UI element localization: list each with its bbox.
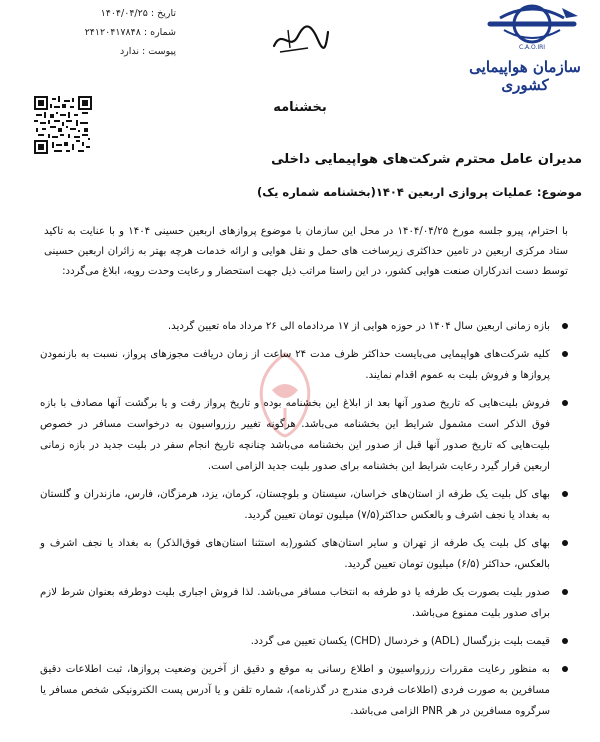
bullet-icon: [562, 400, 568, 406]
bullet-icon: [562, 589, 568, 595]
bullet-icon: [562, 540, 568, 546]
list-item-text: بهای کل بلیت یک طرفه از تهران و سایر استان‌های کشور(به استثنا استان‌های فوق‌الذکر) به بغداد یا نجف اشرف و بالعکس، حداکثر (۶/۵) میلیون تومان تعیین گردید.: [40, 538, 550, 570]
bullet-icon: [562, 666, 568, 672]
list-item-text: کلیه شرکت‌های هواپیمایی می‌بایست حداکثر ظرف مدت ۲۴ ساعت از زمان دریافت مجوزهای پرواز، نسبت به بازنمودن پروازها و فروش بلیت به عموم اقدام نمایند.: [40, 349, 551, 381]
signature-mark: [268, 18, 332, 58]
list-item-text: قیمت بلیت بزرگسال (ADL) و خردسال (CHD) یکسان تعیین می گردد.: [250, 636, 550, 647]
list-item-text: فروش بلیت‌هایی که تاریخ صدور آنها بعد از ابلاغ این بخشنامه بوده و تاریخ پرواز رفت و یا برگشت آنها مصادف با بازه فوق الذکر است مشمول شرایط این بخشنامه می‌باشد. هرگونه تغییر رزرواسیون به درخواست مسافر در خصوص بلیت‌هایی که تاریخ صدور آنها قبل از صدور این بخشنامه می‌باشد چنانچه تاریخ انجام سفر در بلیت جدید در بازه زمانی اربعین قرار گیرد رعایت شرایط این بخشنامه برای صدور بلیت جدید الزامی است.: [40, 398, 550, 472]
list-item: [40, 659, 572, 722]
list-item-text: بازه زمانی اربعین سال ۱۴۰۴ در حوزه هوایی از ۱۷ مردادماه الی ۲۶ مرداد ماه تعیین گردید.: [167, 321, 550, 332]
org-name: سازمان هواپیمایی کشوری: [469, 58, 581, 94]
list-item-text: به منظور رعایت مقررات رزرواسیون و اطلاع رسانی به موقع و دقیق از آخرین وضعیت پروازها، ثبت اطلاعات دقیق مسافرین به صورت فردی (اطلاعات فردی مندرج در گذرنامه)، شماره تلفن و یا آدرس پست الکترونیکی شخص مسافر یا سرگروه مسافرین در هر PNR الزامی می‌باشد.: [40, 664, 550, 717]
bullet-icon: [562, 638, 568, 644]
list-item: [40, 316, 572, 337]
list-item: [40, 631, 572, 652]
bullet-icon: [562, 491, 568, 497]
list-item: [40, 393, 572, 477]
list-item-text: بهای کل بلیت یک طرفه از استان‌های خراسان، سیستان و بلوچستان، کرمان، یزد، هرمزگان، فارس، مازندران و گلستان به بغداد یا نجف اشرف و بالعکس حداکثر(۷/۵) میلیون تومان تعیین گردید.: [40, 489, 550, 521]
subject-line: موضوع: عملیات پروازی اربعین ۱۴۰۴(بخشنامه شماره یک): [257, 185, 582, 199]
letter-meta: [26, 4, 176, 61]
addressee: مدیران عامل محترم شرکت‌های هواپیمایی داخلی: [271, 152, 582, 167]
list-item: [40, 582, 572, 624]
list-item-text: صدور بلیت بصورت یک طرفه یا دو طرفه به انتخاب مسافر می‌باشد. لذا فروش اجباری بلیت دوطرفه بعنوان شرط لازم برای صدور بلیت ممنوع می‌باشد.: [40, 587, 550, 619]
list-item: [40, 484, 572, 526]
list-item: [40, 533, 572, 575]
cao-logo-icon: [470, 2, 590, 52]
intro-paragraph: با احترام، پیرو جلسه مورخ ۱۴۰۴/۰۴/۲۵ در محل این سازمان با موضوع پروازهای اربعین حسینی ۱۴۰۴ و با عنایت به تاکید ستاد مرکزی اربعین در تامین حداکثری زیرساخت های حمل و نقل هوایی و ارائه خدمات هرچه بهتر به زائران اربعین حسینی توسط دست اندرکاران صنعت هوایی کشور، در این راستا مراتب ذیل جهت استحضار و رعایت وحدت رویه، ابلاغ می‌گردد:: [44, 226, 568, 277]
list-item: [40, 344, 572, 386]
document-type: بخشنامه: [273, 100, 327, 115]
bullet-icon: [562, 323, 568, 329]
number-label: شماره : ۲۴۱۲۰۴۱۷۸۴۸: [84, 27, 176, 38]
provisions-list: [40, 316, 572, 729]
qr-code: [34, 96, 92, 154]
date-label: تاریخ : ۱۴۰۴/۰۴/۲۵: [100, 8, 176, 19]
attachment-label: پیوست : ندارد: [119, 46, 176, 57]
logo-caption: C.A.O.IRI: [518, 44, 546, 51]
bullet-icon: [562, 351, 568, 357]
